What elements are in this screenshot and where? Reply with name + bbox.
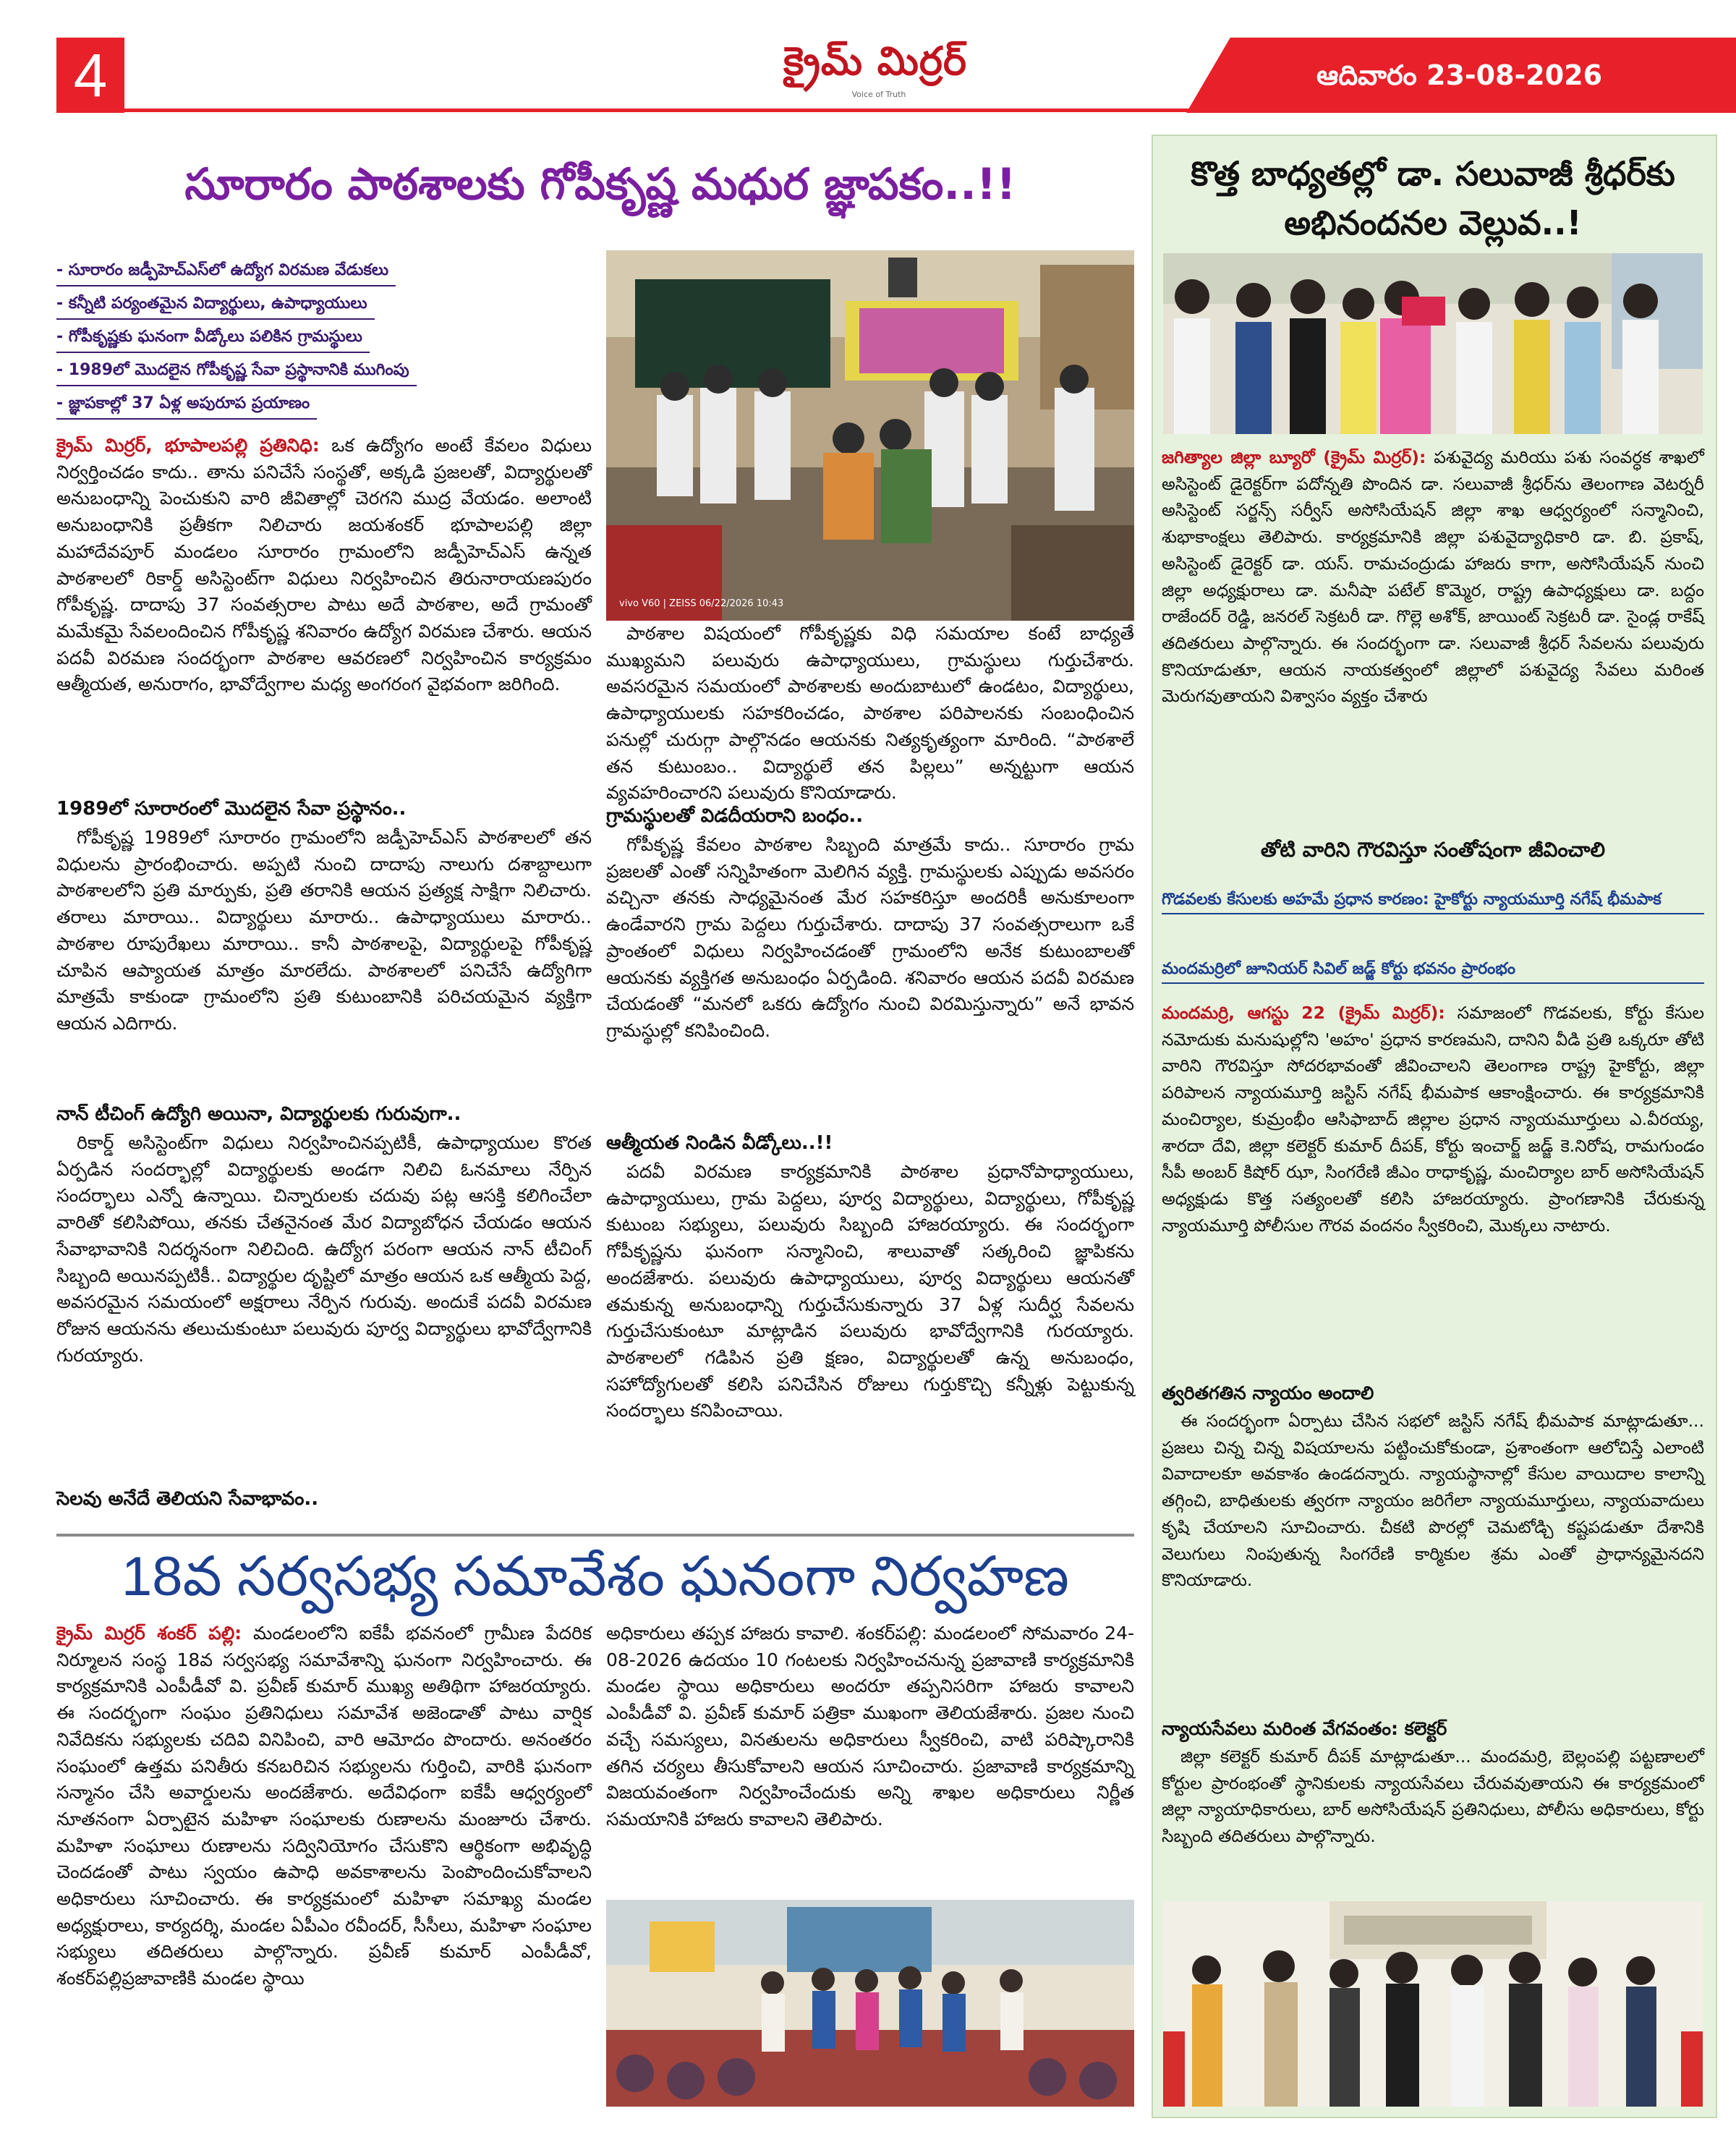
issue-date: ఆదివారం 23-08-2026	[1316, 59, 1603, 91]
story1-section-1	[56, 825, 592, 1037]
masthead-rule	[124, 109, 1736, 112]
story1-subhead-2: నాన్ టీచింగ్ ఉద్యోగి అయినా, విద్యార్థులకు గురువుగా..	[56, 1103, 461, 1125]
story2-photo	[606, 1900, 1134, 2107]
sidebar-link-1: గొడవలకు కేసులకు అహమే ప్రధాన కారణం: హైకోర్టు న్యాయమూర్తి నగేష్ భీమపాక	[1162, 887, 1704, 914]
sidebar-link-2: మందమర్రిలో జూనియర్ సివిల్ జడ్జ్ కోర్టు భవనం ప్రారంభం	[1162, 956, 1704, 984]
story1-paragraph-1: ఒక ఉద్యోగం అంటే కేవలం విధులు నిర్వర్తించడం కాదు.. తాను పనిచేసే సంస్థతో, అక్కడి ప్రజలతో, విద్యార్థులతో అనుబంధాన్ని పెంచుకుని వారి జీవితాల్లో చెరగని ముద్ర వేయడం. అలాంటి అనుబంధానికి ప్రతీకగా నిలిచారు జయశంకర్ భూపాలపల్లి జిల్లా మహాదేవపూర్ మండలం సూరారం గ్రామంలోని జడ్పీహెచ్ఎస్ ఉన్నత పాఠశాలలో రికార్డ్ అసిస్టెంట్‌గా విధులు నిర్వహించిన తిరునారాయణపురం గోపీకృష్ణ. దాదాపు 37 సంవత్సరాల పాటు అదే పాఠశాల, అదే గ్రామంతో మమేకమై సేవలందించిన గోపీకృష్ణ శనివారం ఉద్యోగ విరమణ చేశారు. ఆయన పదవీ విరమణ సందర్భంగా పాఠశాల ఆవరణలో నిర్వహించిన కార్యక్రమం ఆత్మీయత, అనురాగం, భావోద్వేగాల మధ్య అంగరంగ వైభవంగా జరిగింది.	[56, 435, 592, 695]
story1-bullet-3: - గోపీకృష్ణకు ఘనంగా వీడ్కోలు పలికిన గ్రామస్థులు	[56, 323, 370, 353]
section-divider	[56, 1534, 1134, 1537]
sidebar-dateline: జగిత్యాల జిల్లా బ్యూరో (క్రైమ్ మిర్రర్):	[1162, 447, 1426, 467]
sidebar-section-1	[1162, 1408, 1704, 1594]
newspaper-logo	[752, 38, 998, 91]
story1-paragraph-6: పదవీ విరమణ కార్యక్రమానికి పాఠశాల ప్రధానోపాధ్యాయులు, ఉపాధ్యాయులు, గ్రామ పెద్దలు, పూర్వ విద్యార్థులు, విద్యార్థులు, గోపీకృష్ణ కుటుంబ సభ్యులు, పలువురు సిబ్బంది హాజరయ్యారు. ఈ సందర్భంగా గోపీకృష్ణను ఘనంగా సన్మానించి, శాలువాతో సత్కరించి జ్ఞాపికను అందజేశారు. పలువురు ఉపాధ్యాయులు, పూర్వ విద్యార్థులు ఆయనతో తమకున్న అనుబంధాన్ని గుర్తుచేసుకున్నారు 37 ఏళ్ల సుదీర్ఘ సేవలను గుర్తుచేసుకుంటూ మాట్లాడిన పలువురు భావోద్వేగానికి గురయ్యారు. పాఠశాలలో గడిపిన ప్రతి క్షణం, విద్యార్థులతో ఉన్న అనుబంధం, సహోద్యోగులతో కలిసి పనిచేసిన రోజులు గుర్తుకొచ్చి కన్నీళ్లు పెట్టుకున్న సందర్భాలు కనిపించాయి.	[606, 1161, 1134, 1422]
story1-section-4	[606, 832, 1134, 1045]
story1-bullet-5: - జ్ఞాపకాల్లో 37 ఏళ్ల అపురూప ప్రయాణం	[56, 389, 317, 420]
sidebar-story2	[1162, 1000, 1704, 1239]
story2-headline: 18వ సర్వసభ్య సమావేశం ఘనంగా నిర్వహణ	[122, 1546, 1069, 1607]
story1-paragraph-2: గోపీకృష్ణ 1989లో సూరారం గ్రామంలోని జడ్పీహెచ్ఎస్ పాఠశాలలో తన విధులను ప్రారంభించారు. అప్పటి నుంచి దాదాపు నాలుగు దశాబ్దాలుగా పాఠశాలలోని ప్రతి మార్పుకు, ప్రతి తరానికి ఆయన ప్రత్యక్ష సాక్షిగా నిలిచారు. తరాలు మారాయి.. విద్యార్థులు మారారు.. ఉపాధ్యాయులు మారారు.. పాఠశాల రూపురేఖలు మారాయి.. కానీ పాఠశాలపై, విద్యార్థులపై గోపీకృష్ణ చూపిన ఆప్యాయత మాత్రం మారలేదు. పాఠశాలలో పనిచేసే ఉద్యోగిగా మాత్రమే కాకుండా గ్రామంలోని ప్రతి కుటుంబానికి పరిచయమైన వ్యక్తిగా ఆయన ఎదిగారు.	[56, 827, 592, 1034]
sidebar-subhead-1: త్వరితగతిన న్యాయం అందాలి	[1162, 1382, 1374, 1403]
story2-left-column	[56, 1620, 592, 1992]
newspaper-tagline: Voice of Truth	[851, 90, 906, 99]
story1-section-2	[56, 1130, 592, 1369]
photo-watermark: vivo V60 | ZEISS 06/22/2026 10:43	[619, 598, 784, 609]
sidebar-paragraph-2: సమాజంలో గొడవలకు, కోర్టు కేసుల నమోదుకు మనుషుల్లోని 'అహం' ప్రధాన కారణమని, దానిని వీడి ప్రతి ఒక్కరూ తోటి వారిని గౌరవిస్తూ సోదరభావంతో జీవించాలని తెలంగాణ రాష్ట్ర హైకోర్టు, జిల్లా పరిపాలన న్యాయమూర్తి జస్టిస్ నగేష్ భీమపాక ఆకాంక్షించారు. ఈ కార్యక్రమానికి మంచిర్యాల, కుమ్రంభీం ఆసిఫాబాద్ జిల్లాల ప్రధాన న్యాయమూర్తులు ఎ.వీరయ్య, శారదా దేవి, జిల్లా కలెక్టర్ కుమార్ దీపక్, కోర్టు ఇంచార్జ్ జడ్జ్ కె.నిరోష, రామగుండం సీపీ అంబర్ కిషోర్ ఝా, సింగరేణి జీఎం రాధాకృష్ణ, మంచిర్యాల బార్ అసోసియేషన్ అధ్యక్షుడు కొత్త సత్యంలతో కలిసి హాజరయ్యారు. ప్రాంగణానికి చేరుకున్న న్యాయమూర్తి పోలీసుల గౌరవ వందనం స్వీకరించి, మొక్కలు నాటారు.	[1162, 1003, 1704, 1236]
sidebar-photo-2	[1163, 1901, 1703, 2107]
story1-subhead-5: ఆత్మీయత నిండిన వీడ్కోలు..!!	[606, 1132, 833, 1154]
sidebar-section-2	[1162, 1743, 1704, 1850]
story1-section-3	[606, 621, 1134, 807]
story1-paragraph-4: పాఠశాల విషయంలో గోపీకృష్ణకు విధి సమయాల కంటే బాధ్యతే ముఖ్యమని పలువురు ఉపాధ్యాయులు, గ్రామస్థులు గుర్తుచేశారు. అవసరమైన సమయంలో పాఠశాలకు అందుబాటులో ఉండటం, విద్యార్థులు, ఉపాధ్యాయులకు సహకరించడం, పాఠశాల పరిపాలనకు సంబంధించిన పనుల్లో చురుగ్గా పాల్గొనడం ఆయనకు నిత్యకృత్యంగా మారింది. “పాఠశాలే తన కుటుంబం.. విద్యార్థులే తన పిల్లలు” అన్నట్టుగా ఆయన వ్యవహరించారని పలువురు కొనియాడారు.	[606, 623, 1134, 804]
story2-right-column	[606, 1620, 1134, 1833]
page-number: 4	[56, 38, 124, 113]
story1-photo	[606, 250, 1134, 621]
story2-paragraph-1: మండలంలోని ఐకేపీ భవనంలో గ్రామీణ పేదరిక నిర్మూలన సంస్థ 18వ సర్వసభ్య సమావేశాన్ని ఘనంగా నిర్వహించారు. ఈ కార్యక్రమానికి ఎంపీడీవో వి. ప్రవీణ్ కుమార్ ముఖ్య అతిథిగా హాజరయ్యారు. ఈ సందర్భంగా సంఘం ప్రతినిధులు సమావేశ అజెండాతో పాటు వార్షిక నివేదికను సభ్యులకు చదివి వినిపించి, వారి ఆమోదం పొందారు. అనంతరం సంఘంలో ఉత్తమ పనితీరు కనబరిచిన సభ్యులను గుర్తించి, వారికి ఘనంగా సన్మానం చేసి అవార్డులను అందజేశారు. అదేవిధంగా ఐకేపీ ఆధ్వర్యంలో నూతనంగా ఏర్పాటైన మహిళా సంఘాలకు రుణాలను మంజూరు చేశారు. మహిళా సంఘాలు రుణాలను సద్వినియోగం చేసుకొని ఆర్థికంగా అభివృద్ధి చెందడంతో పాటు స్వయం ఉపాధి అవకాశాలను పెంపొందించుకోవాలని అధికారులు సూచించారు. ఈ కార్యక్రమంలో మహిళా సమాఖ్య మండల అధ్యక్షురాలు, కార్యదర్శి, మండల ఏపీఎం రవీందర్, సీసీలు, మహిళా సంఘాల సభ్యులు తదితరులు పాల్గొన్నారు. ప్రవీణ్ కుమార్ ఎంపీడీవో, శంకర్‌పల్లిప్రజావాణికి మండల స్థాయి	[56, 1623, 592, 1989]
sidebar-headline-2: తోటి వారిని గౌరవిస్తూ సంతోషంగా జీవించాలి	[1260, 838, 1606, 862]
story2-dateline: క్రైమ్ మిర్రర్ శంకర్ పల్లి:	[56, 1623, 242, 1644]
sidebar-dateline-2: మందమర్రి, ఆగస్టు 22 (క్రైమ్ మిర్రర్):	[1162, 1003, 1445, 1023]
sidebar-paragraph-3: ఈ సందర్భంగా ఏర్పాటు చేసిన సభలో జస్టిస్ నగేష్ భీమపాక మాట్లాడుతూ... ప్రజలు చిన్న చిన్న విషయాలను పట్టించుకోకుండా, ప్రశాంతంగా ఆలోచిస్తే ఎలాంటి వివాదాలకూ అవకాశం ఉండదన్నారు. న్యాయస్థానాల్లో కేసుల వాయిదాల కాలాన్ని తగ్గించి, బాధితులకు త్వరగా న్యాయం జరిగేలా న్యాయమూర్తులు, న్యాయవాదులు కృషి చేయాలని సూచించారు. చీకటి పొరల్లో చెమటోడ్చి కష్టపడుతూ దేశానికి వెలుగులు నింపుతున్న సింగరేణి కార్మికుల శ్రమ ఎంతో ప్రాధాన్యమైనదని కొనియాడారు.	[1162, 1411, 1704, 1591]
story1-subhead-1: 1989లో సూరారంలో మొదలైన సేవా ప్రస్థానం..	[56, 798, 407, 820]
newspaper-name: క్రైమ్ మిర్రర్	[783, 38, 967, 84]
story1-paragraph-5: గోపీకృష్ణ కేవలం పాఠశాల సిబ్బంది మాత్రమే కాదు.. సూరారం గ్రామ ప్రజలతో ఎంతో సన్నిహితంగా మెలిగిన వ్యక్తి. గ్రామస్థులకు ఎప్పుడు అవసరం వచ్చినా తనకు సాధ్యమైనంత మేర సహకరిస్తూ అందరికీ అనుకూలంగా ఉండేవారని గ్రామ పెద్దలు గుర్తుచేశారు. దాదాపు 37 సంవత్సరాలుగా ఒకే ప్రాంతంలో విధులు నిర్వహించడంతో గ్రామంలోని అనేక కుటుంబాలతో ఆయనకు వ్యక్తిగత అనుబంధం ఏర్పడింది. శనివారం ఆయన పదవీ విరమణ చేయడంతో “మనలో ఒకరు ఉద్యోగం నుంచి విరమిస్తున్నారు” అనే భావన గ్రామస్థుల్లో కనిపించింది.	[606, 834, 1134, 1041]
sidebar-story1	[1162, 444, 1704, 710]
story1-bullet-4: - 1989లో మొదలైన గోపీకృష్ణ సేవా ప్రస్థానానికి ముగింపు	[56, 356, 417, 386]
story1-headline: సూరారం పాఠశాలకు గోపీకృష్ణ మధుర జ్ఞాపకం..!!	[184, 159, 1016, 210]
story2-paragraph-2: అధికారులు తప్పక హాజరు కావాలి. శంకర్‌పల్లి: మండలంలో సోమవారం 24-08-2026 ఉదయం 10 గంటలకు నిర్వహించనున్న ప్రజావాణి కార్యక్రమానికి మండల స్థాయి అధికారులు అందరూ తప్పనిసరిగా హాజరు కావాలని ఎంపీడీవో వి. ప్రవీణ్ కుమార్ పత్రికా ముఖంగా తెలియజేశారు. ప్రజల నుంచి వచ్చే సమస్యలు, వినతులను అధికారులు స్వీకరించి, వాటి పరిష్కారానికి తగిన చర్యలు తీసుకోవాలని ఆయన సూచించారు. ప్రజావాణి కార్యక్రమాన్ని విజయవంతంగా నిర్వహించేందుకు అన్ని శాఖల అధికారులు నిర్ణీత సమయానికి హాజరు కావాలని తెలిపారు.	[606, 1623, 1134, 1830]
story1-dateline: క్రైమ్ మిర్రర్, భూపాలపల్లి ప్రతినిధి:	[56, 435, 320, 456]
story1-intro	[56, 433, 592, 698]
sidebar-paragraph-4: జిల్లా కలెక్టర్ కుమార్ దీపక్ మాట్లాడుతూ... మందమర్రి, బెల్లంపల్లి పట్టణాలలో కోర్టుల ప్రారంభంతో స్థానికులకు న్యాయసేవలు చేరువవుతాయని ఈ కార్యక్రమంలో జిల్లా న్యాయాధికారులు, బార్ అసోసియేషన్ ప్రతినిధులు, పోలీసు అధికారులు, కోర్టు సిబ్బంది తదితరులు పాల్గొన్నారు.	[1162, 1746, 1704, 1847]
story1-bullet-1: - సూరారం జడ్పీహెచ్ఎస్‌లో ఉద్యోగ విరమణ వేడుకలు	[56, 256, 396, 286]
sidebar-photo-1	[1163, 253, 1703, 434]
sidebar-subhead-2: న్యాయసేవలు మరింత వేగవంతం: కలెక్టర్	[1162, 1718, 1447, 1739]
sidebar-paragraph-1: పశువైద్య మరియు పశు సంవర్ధక శాఖలో అసిస్టెంట్ డైరెక్టర్‌గా పదోన్నతి పొందిన డా. సలువాజీ శ్రీధర్‌ను తెలంగాణ వెటర్నరీ అసిస్టెంట్ సర్జన్స్ సర్వీస్ అసోసియేషన్ జిల్లా శాఖ ఆధ్వర్యంలో సన్మానించి, శుభాకాంక్షలు తెలిపారు. కార్యక్రమానికి జిల్లా పశువైద్యాధికారి డా. బి. ప్రకాష్, అసిస్టెంట్ డైరెక్టర్ డా. యస్. రామచంద్రుడు హాజరు కాగా, అసోసియేషన్ నుంచి జిల్లా అధ్యక్షురాలు డా. మనీషా పటేల్ కొమ్మెర, రాష్ట్ర ఉపాధ్యక్షులు డా. బద్దం రాజేందర్ రెడ్డి, జనరల్ సెక్రటరీ డా. గొల్లె అశోక్, జాయింట్ సెక్రటరీ డా. సైండ్ల రాకేష్ తదితరులు పాల్గొన్నారు. ఈ సందర్భంగా డా. సలువాజీ శ్రీధర్ సేవలను పలువురు కొనియాడుతూ, ఆయన నాయకత్వంలో జిల్లాలో పశువైద్య సేవలు మరింత మెరుగవుతాయని విశ్వాసం వ్యక్తం చేశారు	[1162, 447, 1704, 707]
story1-bullet-2: - కన్నీటి పర్యంతమైన విద్యార్థులు, ఉపాధ్యాయులు	[56, 289, 375, 320]
story1-subhead-3: సెలవు అనేదే తెలియని సేవాభావం..	[56, 1488, 319, 1510]
story1-section-5	[606, 1159, 1134, 1424]
story1-subhead-4: గ్రామస్థులతో విడదీయరాని బంధం..	[606, 805, 864, 827]
story1-paragraph-3: రికార్డ్ అసిస్టెంట్‌గా విధులు నిర్వహించినప్పటికీ, ఉపాధ్యాయుల కొరత ఏర్పడిన సందర్భాల్లో విద్యార్థులకు అండగా నిలిచి ఓనమాలు నేర్పిన సందర్భాలు ఎన్నో ఉన్నాయి. చిన్నారులకు చదువు పట్ల ఆసక్తి కలిగించేలా వారితో కలిసిపోయి, తనకు చేతనైనంత మేర విద్యాబోధన చేయడం ఆయన సేవాభావానికి నిదర్శనంగా నిలిచింది. ఉద్యోగ పరంగా ఆయన నాన్ టీచింగ్ సిబ్బంది అయినప్పటికీ.. విద్యార్థుల దృష్టిలో మాత్రం ఆయన ఒక ఆత్మీయ పెద్ద, అవసరమైన సమయంలో అక్షరాలు నేర్పిన గురువు. అందుకే పదవీ విరమణ రోజున ఆయనను తలుచుకుంటూ పలువురు పూర్వ విద్యార్థులు భావోద్వేగానికి గురయ్యారు.	[56, 1132, 592, 1366]
sidebar-headline: కొత్త బాధ్యతల్లో డా. సలువాజీ శ్రీధర్‌కు అభినందనల వెల్లువ..!	[1191, 154, 1675, 242]
